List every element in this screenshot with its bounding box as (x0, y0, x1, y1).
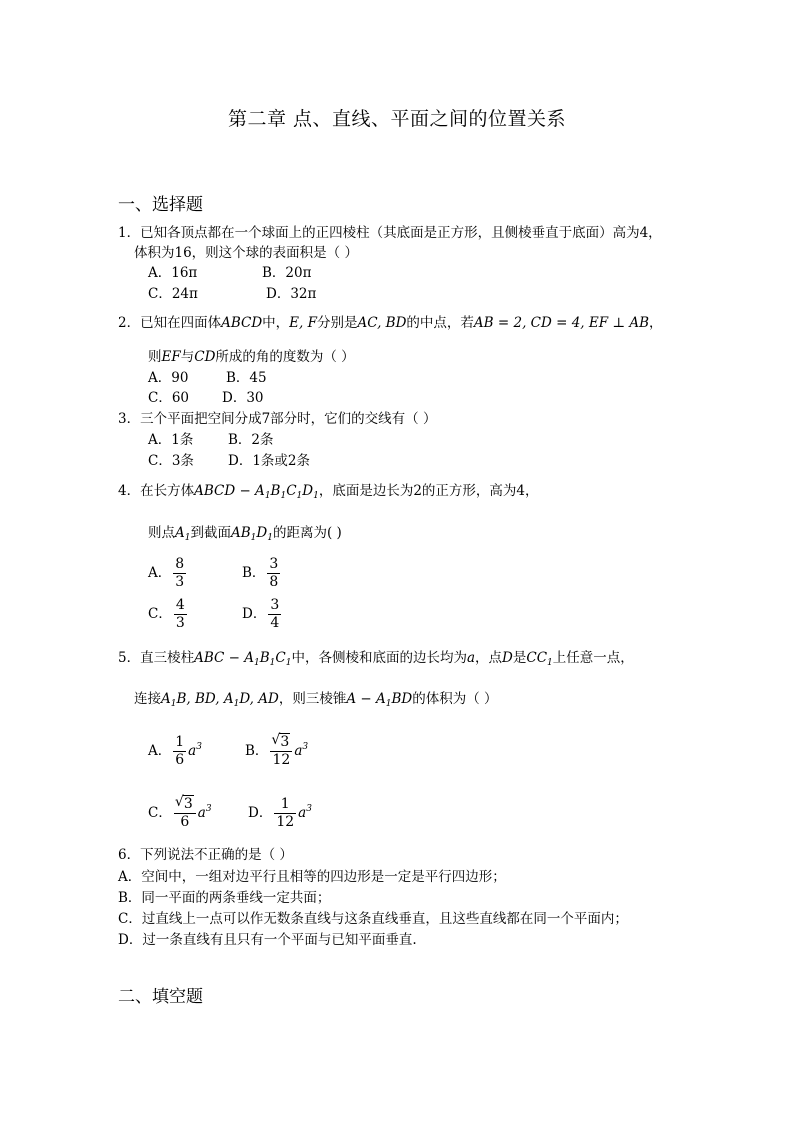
q6-stem: 6．下列说法不正确的是（ ） (118, 847, 293, 863)
q2-text: 所成的角的度数为（ ） (215, 349, 355, 365)
q4-math-part: AB (230, 525, 251, 541)
q2-math-acbd: AC, BD (357, 315, 407, 331)
fraction-denominator: 3 (175, 574, 185, 590)
q4-option-a-label: A． (148, 565, 172, 581)
q4-option-c-fraction (174, 597, 187, 632)
q4-stem-line2 (148, 524, 342, 547)
q5-text: ，则三棱锥 (278, 691, 347, 707)
q5-text: 连接 (134, 691, 161, 707)
fraction-denominator: 8 (269, 574, 279, 590)
q4-option-b (242, 556, 282, 591)
q5-stem-line1 (118, 649, 634, 672)
q5-math-part: A − A (346, 691, 386, 707)
q4-stem-line1 (118, 482, 539, 505)
fraction-numerator (174, 796, 196, 813)
q3-option-c: C．3条 (148, 453, 194, 469)
q4-option-b-label: B． (242, 565, 266, 581)
q2-text: 中， (262, 315, 290, 331)
q4-option-d-label: D． (242, 606, 267, 622)
q4-option-b-fraction (267, 556, 280, 591)
fraction-numerator (270, 734, 292, 751)
q5-math-cc1: $CC_1$ (526, 650, 553, 668)
q5-text: 5．直三棱柱 (118, 650, 195, 666)
q2-text: 与 (180, 349, 195, 365)
q4-option-c-label: C． (148, 606, 172, 622)
q4-text: ，底面是边长为2的正方形，高为4， (318, 483, 539, 499)
fraction-numerator: 4 (175, 597, 185, 613)
q5-option-a-label: A． (148, 743, 172, 759)
fraction-numerator: 3 (270, 597, 280, 613)
q4-text: 则点 (148, 525, 175, 541)
q5-text: ，点 (475, 650, 503, 666)
q6-option-b: B．同一平面的两条垂线一定共面； (118, 890, 331, 906)
q2-text: 2．已知在四面体 (118, 315, 222, 331)
q1-option-d: D．32π (266, 286, 317, 302)
sqrt-symbol: √ 3 (174, 794, 193, 812)
section-heading-fill: 二、填空题 (118, 987, 203, 1007)
q1-option-c: C．24π (148, 286, 198, 302)
q5-option-b (245, 734, 308, 769)
q5-text: 是 (512, 650, 527, 666)
q5-option-d-term: $a^3$ (298, 804, 312, 821)
q2-math-ef: E, F (289, 315, 317, 331)
q4-text: 4．在长方体 (118, 483, 195, 499)
q6-option-c: C．过直线上一点可以作无数条直线与这条直线垂直，且这些直线都在同一个平面内； (118, 911, 628, 927)
q5-option-a-fraction (173, 734, 186, 769)
q2-option-b: B．45 (226, 370, 267, 386)
q5-option-c-label: C． (148, 805, 172, 821)
q2-option-d: D．30 (222, 390, 264, 406)
q5-option-d-fraction (274, 796, 296, 831)
q5-math-d: D (502, 650, 513, 666)
section-heading-choice: 一、选择题 (118, 195, 203, 215)
q5-math-part: A (161, 691, 171, 707)
fraction-denominator: 12 (272, 752, 291, 768)
q5-option-a (148, 734, 202, 769)
q4-math-plane: $AB_1D_1$ (230, 525, 273, 543)
fraction-denominator: 6 (180, 814, 190, 830)
sqrt-symbol: √ 3 (271, 732, 290, 750)
q5-option-a-term: $a^3$ (188, 742, 202, 759)
fraction-numerator: 8 (175, 556, 185, 572)
q3-option-a: A．1条 (148, 432, 194, 448)
q5-option-c-fraction (174, 796, 196, 831)
q4-option-a-fraction (173, 556, 186, 591)
q3-option-d: D．1条或2条 (228, 453, 311, 469)
q4-option-d (242, 597, 283, 632)
q5-text: 的体积为（ ） (412, 691, 498, 707)
q5-option-c-term: $a^3$ (197, 804, 212, 821)
q5-text: 上任意一点， (552, 650, 634, 666)
radicand: 3 (183, 796, 193, 812)
q5-option-b-label: B． (245, 743, 269, 759)
q2-stem-line1 (118, 314, 663, 332)
q2-option-c: C．60 (148, 390, 190, 406)
q4-math-a1: $A_1$ (175, 525, 191, 543)
fraction-denominator: 6 (175, 752, 185, 768)
q5-math-pyramid: $A - A_1BD$ (346, 691, 413, 709)
q4-option-c (148, 597, 189, 632)
q2-text: 分别是 (316, 315, 358, 331)
q3-option-b: B．2条 (228, 432, 274, 448)
q5-option-c (148, 796, 212, 831)
q5-math-part: ABC − A (194, 650, 254, 666)
q4-option-d-fraction (268, 597, 281, 632)
q2-text: 的中点，若 (406, 315, 474, 331)
q5-math-part: CC (526, 650, 548, 666)
q5-option-d (248, 796, 312, 831)
fraction-denominator: 12 (276, 814, 295, 830)
q2-option-a: A．90 (148, 370, 189, 386)
radicand: 3 (280, 734, 290, 750)
q5-stem-line2 (134, 690, 498, 713)
fraction-denominator: 3 (175, 615, 185, 631)
q6-option-d: D．过一条直线有且只有一个平面与已知平面垂直. (118, 932, 417, 948)
fraction-numerator: 1 (280, 796, 290, 812)
q2-math-cd: CD (194, 349, 216, 365)
fraction-numerator: 3 (269, 556, 279, 572)
page-title: 第二章 点、直线、平面之间的位置关系 (227, 108, 567, 130)
q6-option-a: A．空间中，一组对边平行且相等的四边形是一定是平行四边形； (118, 869, 506, 885)
q1-stem-line1: 1．已知各顶点都在一个球面上的正四棱柱（其底面是正方形，且侧棱垂直于底面）高为4， (118, 225, 662, 241)
fraction-denominator: 4 (270, 615, 280, 631)
q2-stem-line2 (148, 348, 355, 366)
q5-option-d-label: D． (248, 805, 273, 821)
q5-math-a: a (466, 650, 476, 666)
q5-text: 中，各侧棱和底面的边长均为 (291, 650, 467, 666)
q1-stem-line2: 体积为16，则这个球的表面积是（ ） (134, 245, 358, 261)
q5-option-b-fraction (270, 734, 292, 769)
q2-math-ef2: EF (161, 349, 181, 365)
fraction-numerator: 1 (175, 734, 185, 750)
q4-math-solid: ABCD − $A_1B_1C_1D_1$ (194, 483, 319, 501)
q2-math-abcd: ABCD (221, 315, 263, 331)
q4-option-a (148, 556, 188, 591)
q3-stem: 3．三个平面把空间分成7部分时，它们的交线有（ ） (118, 411, 437, 427)
q5-math-segments: $A_1B$, BD, $A_1D$, AD (161, 691, 279, 709)
q2-text: 则 (148, 349, 162, 365)
q1-option-a: A．16π (148, 265, 198, 281)
q5-option-b-term: $a^3$ (294, 742, 309, 759)
q4-text: 到截面 (190, 525, 231, 541)
q2-math-condition: AB = 2, CD = 4, EF ⊥ AB (473, 315, 650, 331)
q4-math-part: A (175, 525, 185, 541)
q2-text: ， (649, 315, 663, 331)
q4-text: 的距离为( ) (272, 525, 342, 541)
q4-math-part: ABCD − A (194, 483, 265, 499)
q1-option-b: B．20π (262, 265, 312, 281)
q5-math-prism: ABC − $A_1B_1C_1$ (194, 650, 292, 668)
